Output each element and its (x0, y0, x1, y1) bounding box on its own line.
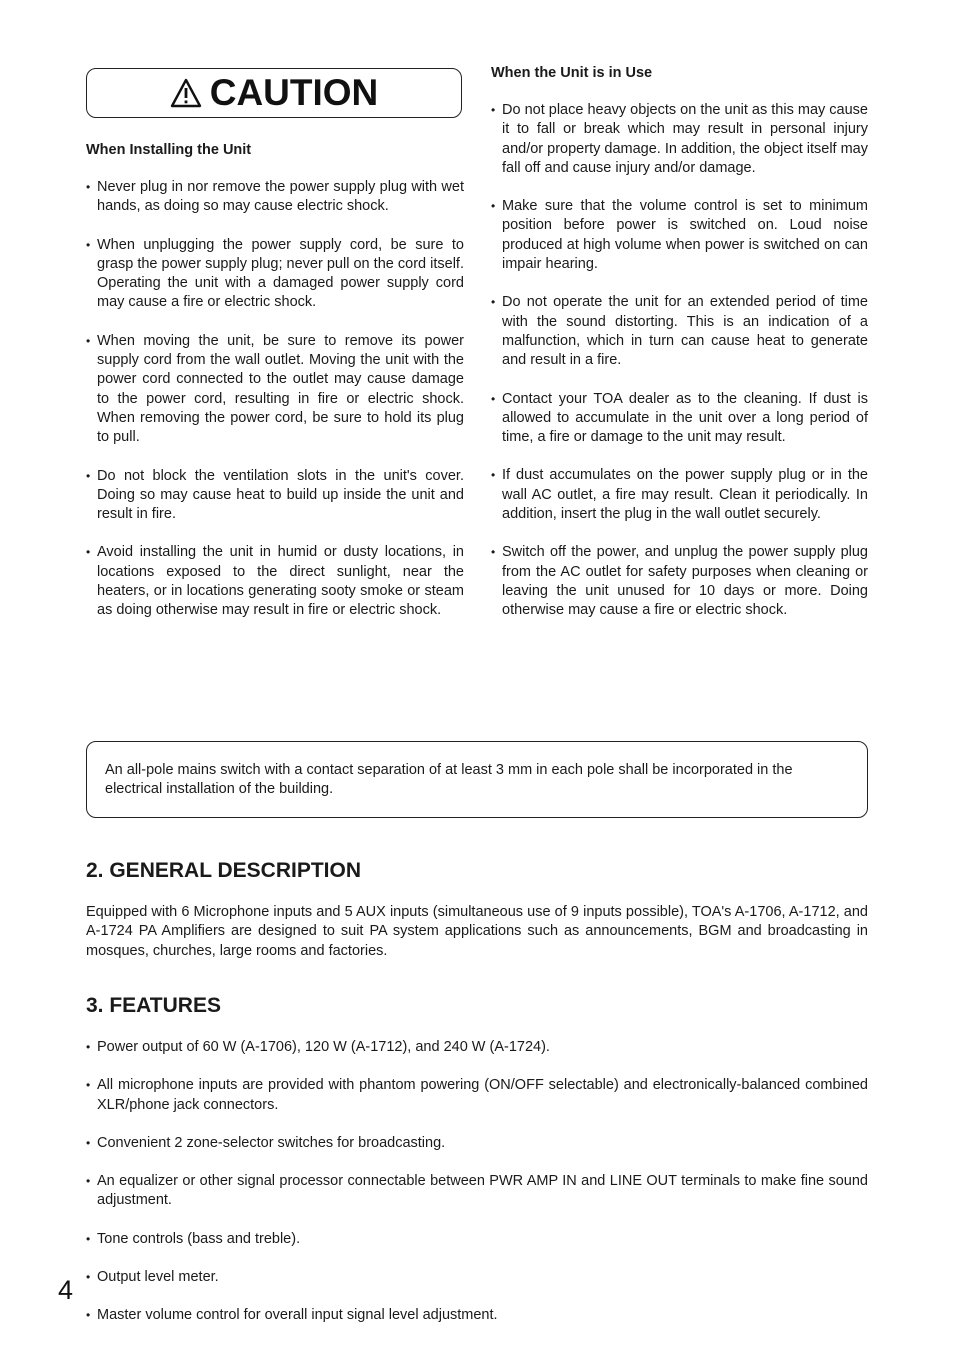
mains-switch-notice: An all-pole mains switch with a contact separation of at least 3 mm in each pole shall be incorporated in the electrical installation of the building. (86, 741, 868, 818)
list-item: • Avoid installing the unit in humid or dusty locations, in locations exposed to the direct sunlight, near the heaters, or in locations generating sooty smoke or steam as doing otherwise may result in fire or electric shock. (86, 543, 464, 620)
list-item: • Do not place heavy objects on the unit as this may cause it to fall or break which may result in personal injury and/or property damage. In addition, the object itself may fall off and cause injury and/or damage. (491, 101, 868, 178)
list-item: • When unplugging the power supply cord, be sure to grasp the power supply plug; never pull on the cord itself. Operating the unit with a damaged power supply cord may cause a fire or electric shock. (86, 236, 464, 313)
caution-header (86, 68, 462, 118)
installing-section (86, 141, 464, 640)
list-item: • Tone controls (bass and treble). (86, 1230, 868, 1249)
caution-title: CAUTION (209, 72, 379, 113)
list-item: • Power output of 60 W (A-1706), 120 W (A-1712), and 240 W (A-1724). (86, 1038, 868, 1057)
installing-heading: When Installing the Unit (86, 142, 252, 158)
list-item: • Convenient 2 zone-selector switches for broadcasting. (86, 1134, 868, 1153)
page-number: 4 (58, 1275, 74, 1305)
features-heading: 3. FEATURES (86, 994, 221, 1017)
list-item: • Master volume control for overall input signal level adjustment. (86, 1306, 868, 1325)
list-item: • If dust accumulates on the power supply plug or in the wall AC outlet, a fire may result. Clean it periodically. In addition, insert the plug in the wall outlet securely. (491, 466, 868, 524)
general-description-body: Equipped with 6 Microphone inputs and 5 AUX inputs (simultaneous use of 9 inputs possible), TOA's A-1706, A-1712, and A-1724 PA Amplifiers are designed to suit PA system applications such as announcements, BGM and broadcasting in mosques, churches, large rooms and factories. (86, 904, 868, 959)
list-item: • Output level meter. (86, 1268, 868, 1287)
warning-triangle-icon (170, 78, 202, 108)
list-item: • Make sure that the volume control is set to minimum position before power is switched on. Loud noise produced at high volume when power is switched on can impair hearing. (491, 197, 868, 274)
features-list (86, 1038, 868, 1345)
general-description-heading: 2. GENERAL DESCRIPTION (86, 859, 361, 882)
list-item: • Switch off the power, and unplug the power supply plug from the AC outlet for safety purposes when cleaning or leaving the unit unused for 10 days or more. Doing otherwise may cause a fire or electric shock. (491, 543, 868, 620)
list-item: • Do not block the ventilation slots in the unit's cover. Doing so may cause heat to build up inside the unit and result in fire. (86, 467, 464, 525)
list-item: • An equalizer or other signal processor connectable between PWR AMP IN and LINE OUT terminals to make fine sound adjustment. (86, 1172, 868, 1211)
list-item: • Do not operate the unit for an extended period of time with the sound distorting. This is an indication of a malfunction, which in turn can cause heat to generate and result in a fire. (491, 293, 868, 370)
list-item: • Never plug in nor remove the power supply plug with wet hands, as doing so may cause electric shock. (86, 178, 464, 217)
list-item: • All microphone inputs are provided with phantom powering (ON/OFF selectable) and electronically-balanced combined XLR/phone jack connectors. (86, 1076, 868, 1115)
in-use-heading: When the Unit is in Use (491, 65, 653, 81)
list-item: • Contact your TOA dealer as to the cleaning. If dust is allowed to accumulate in the unit over a long period of time, a fire or damage to the unit may result. (491, 390, 868, 448)
installing-list (86, 178, 464, 621)
in-use-section (491, 64, 868, 640)
in-use-list (491, 101, 868, 621)
list-item: • When moving the unit, be sure to remove its power supply cord from the wall outlet. Moving the unit with the power cord connected to the outlet may cause damage to the power cord, resulting in fire or electric shock. When removing the power cord, be sure to hold its plug to pull. (86, 332, 464, 448)
